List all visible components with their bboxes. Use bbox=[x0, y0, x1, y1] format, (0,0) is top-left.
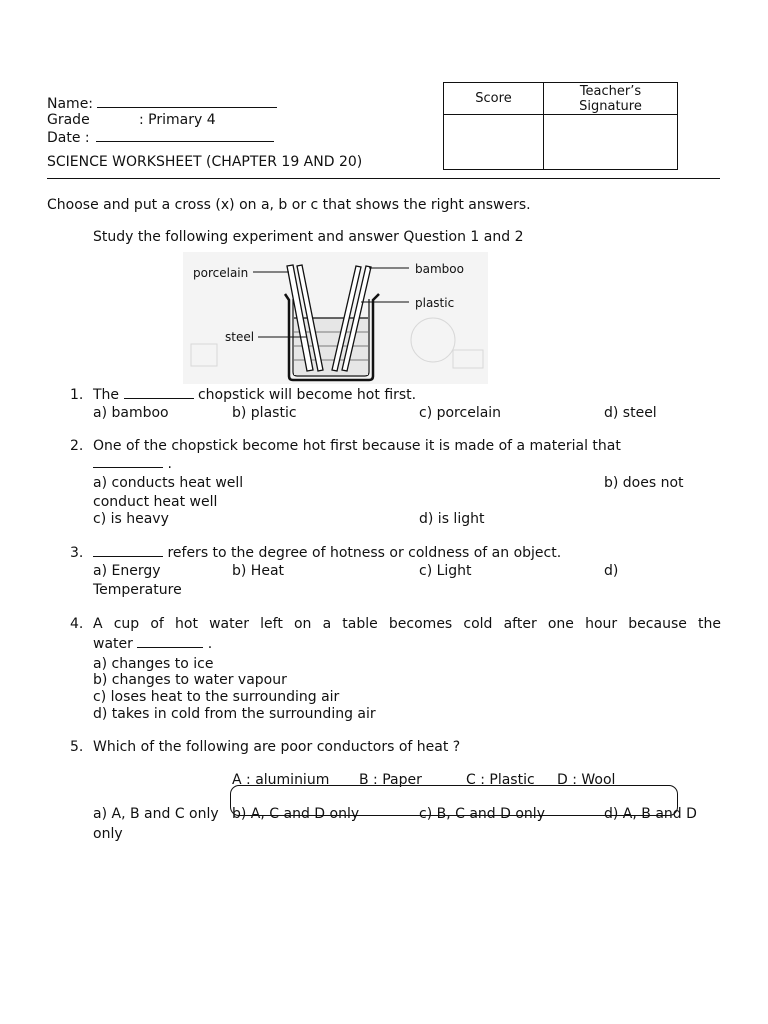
signature-label-line1: Teacher’s bbox=[579, 83, 642, 99]
q1-option-a[interactable]: a) bamboo bbox=[93, 405, 169, 421]
signature-label bbox=[544, 83, 678, 115]
signature-cell[interactable] bbox=[544, 115, 678, 170]
q5-choice-c: C : Plastic bbox=[466, 772, 535, 788]
bamboo-label: bamboo bbox=[415, 262, 464, 276]
q1-stem bbox=[93, 386, 416, 404]
q3-option-b[interactable]: b) Heat bbox=[232, 563, 285, 579]
q2-answer-blank bbox=[93, 455, 163, 468]
q5-number: 5. bbox=[70, 739, 84, 755]
chopstick-experiment-figure bbox=[183, 252, 488, 384]
steel-label: steel bbox=[225, 330, 255, 344]
date-label: Date : bbox=[47, 130, 90, 146]
q5-choice-b: B : Paper bbox=[359, 772, 422, 788]
q1-option-c[interactable]: c) porcelain bbox=[419, 405, 502, 421]
name-blank[interactable] bbox=[97, 94, 277, 108]
q2-stem: One of the chopstick become hot first because it is made of a material that bbox=[93, 438, 621, 454]
grade-value: : Primary 4 bbox=[139, 112, 216, 128]
q3-option-d[interactable]: d) bbox=[604, 563, 619, 579]
q3-number: 3. bbox=[70, 545, 84, 561]
q1-stem-part1: The bbox=[93, 387, 120, 403]
q5-option-d[interactable]: d) A, B and D bbox=[604, 806, 697, 822]
q5-choice-a: A : aluminium bbox=[232, 772, 330, 788]
q2-option-a[interactable]: a) conducts heat well bbox=[93, 475, 244, 491]
plastic-label: plastic bbox=[415, 296, 455, 310]
q4-option-b[interactable]: b) changes to water vapour bbox=[93, 672, 287, 688]
q5-option-d-cont: only bbox=[93, 826, 123, 842]
score-box bbox=[443, 82, 678, 170]
q4-answer-blank bbox=[137, 635, 203, 648]
q1-option-d[interactable]: d) steel bbox=[604, 405, 657, 421]
q4-stem-water: water bbox=[93, 636, 133, 652]
q5-option-c[interactable]: c) B, C and D only bbox=[419, 806, 545, 822]
worksheet-title: SCIENCE WORKSHEET (CHAPTER 19 AND 20) bbox=[47, 154, 363, 170]
q5-option-b[interactable]: b) A, C and D only bbox=[232, 806, 360, 822]
q5-choice-d: D : Wool bbox=[557, 772, 616, 788]
study-instruction: Study the following experiment and answer Question 1 and 2 bbox=[93, 229, 524, 245]
date-field bbox=[47, 128, 274, 147]
grade-label: Grade bbox=[47, 112, 90, 128]
q1-option-b[interactable]: b) plastic bbox=[232, 405, 297, 421]
q2-option-b-cont: conduct heat well bbox=[93, 494, 218, 510]
name-label: Name: bbox=[47, 96, 94, 112]
q2-option-c[interactable]: c) is heavy bbox=[93, 511, 169, 527]
q2-stem-end: . bbox=[167, 456, 172, 472]
q4-stem-end: . bbox=[207, 636, 213, 652]
q3-stem-text: refers to the degree of hotness or coldness of an object. bbox=[167, 545, 562, 561]
q2-option-d[interactable]: d) is light bbox=[419, 511, 485, 527]
q2-stem-line2 bbox=[93, 455, 172, 473]
q4-stem: A cup of hot water left on a table becomes cold after one hour because the bbox=[93, 616, 721, 632]
q3-option-c[interactable]: c) Light bbox=[419, 563, 472, 579]
instructions-text: Choose and put a cross (x) on a, b or c that shows the right answers. bbox=[47, 197, 531, 213]
q2-number: 2. bbox=[70, 438, 84, 454]
q5-stem: Which of the following are poor conductors of heat ? bbox=[93, 739, 461, 755]
q3-stem bbox=[93, 544, 561, 562]
q1-answer-blank bbox=[124, 386, 194, 399]
grade-field bbox=[47, 111, 90, 129]
q3-answer-blank bbox=[93, 544, 163, 557]
header-divider bbox=[47, 178, 720, 179]
score-label: Score bbox=[444, 83, 544, 115]
q4-option-d[interactable]: d) takes in cold from the surrounding air bbox=[93, 706, 376, 722]
q1-stem-part2: chopstick will become hot first. bbox=[197, 387, 417, 403]
score-cell[interactable] bbox=[444, 115, 544, 170]
q3-option-a[interactable]: a) Energy bbox=[93, 563, 161, 579]
q1-number: 1. bbox=[70, 387, 84, 403]
q2-option-b[interactable]: b) does not bbox=[604, 475, 684, 491]
q5-option-a[interactable]: a) A, B and C only bbox=[93, 806, 219, 822]
q4-stem-line2 bbox=[93, 635, 212, 653]
date-blank[interactable] bbox=[96, 128, 274, 142]
porcelain-label: porcelain bbox=[193, 266, 249, 280]
q4-number: 4. bbox=[70, 616, 84, 632]
q4-option-c[interactable]: c) loses heat to the surrounding air bbox=[93, 689, 340, 705]
q3-option-d-cont: Temperature bbox=[93, 582, 182, 598]
signature-label-line2: Signature bbox=[579, 98, 642, 114]
q4-option-a[interactable]: a) changes to ice bbox=[93, 656, 214, 672]
